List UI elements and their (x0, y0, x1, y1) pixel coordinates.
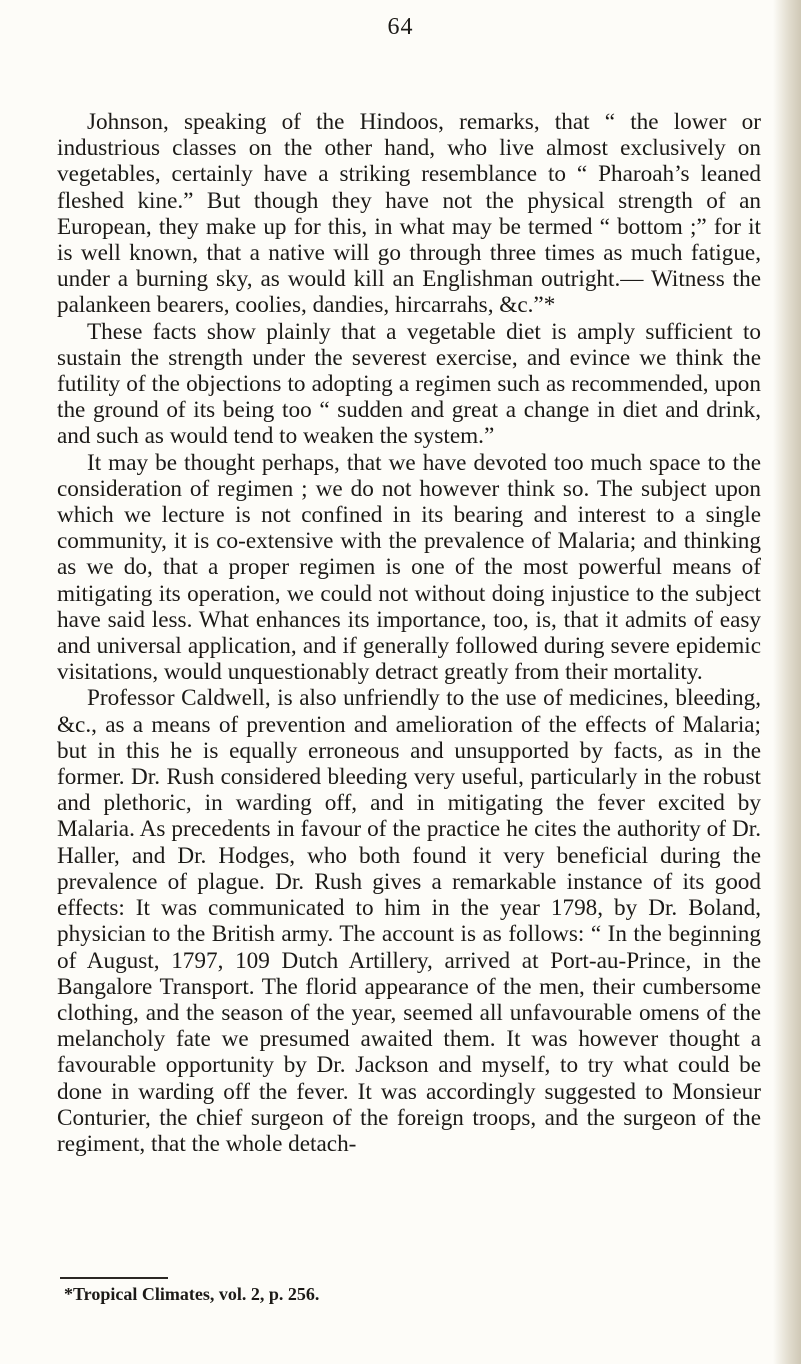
paragraph-caldwell-bleeding: Professor Caldwell, is also unfriendly to the use of medicines, bleeding, &c., as a means of prevention and amelioration of the effects of Malaria; but in this he is equally erroneous and unsupported by facts, as in the former. Dr. Rush considered bleeding very useful, particularly in the robust and plethoric, in warding off, and in mitigating the fever excited by Malaria. As precedents in favour of the practice he cites the authority of Dr. Haller, and Dr. Hodges, who both found it very beneficial during the prevalence of plague. Dr. Rush gives a remarkable instance of its good effects: It was communicated to him in the year 1798, by Dr. Boland, physician to the British army. The account is as follows: “ In the beginning of August, 1797, 109 Dutch Artillery, arrived at Port-au-Prince, in the Bangalore Transport. The florid appearance of the men, their cumbersome clothing, and the season of the year, seemed all unfavourable omens of the melancholy fate we presumed awaited them. It was however thought a favourable opportunity by Dr. Jackson and myself, to try what could be done in warding off the fever. It was accordingly suggested to Monsieur Conturier, the chief surgeon of the foreign troops, and the surgeon of the regiment, that the whole detach- (57, 685, 761, 1157)
paragraph-vegetable-diet: These facts show plainly that a vegetable diet is amply sufficient to sustain the strength under the severest exercise, and evince we think the futility of the objections to adopting a regimen such as recommended, upon the ground of its being too “ sudden and great a change in diet and drink, and such as would tend to weaken the system.” (57, 318, 761, 450)
page-number: 64 (387, 14, 414, 40)
footnote-divider (60, 1277, 168, 1279)
paragraph-johnson-quote: Johnson, speaking of the Hindoos, remarks, that “ the lower or industrious classes on the other hand, who live almost exclusively on vegetables, certainly have a striking resemblance to “ Pharoah’s leaned fleshed kine.” But though they have not the physical strength of an European, they make up for this, in what may be termed “ bottom ;” for it is well known, that a native will go through three times as much fatigue, under a burning sky, as would kill an Englishman outright.— Witness the palankeen bearers, coolies, dandies, hircarrahs, &c.”* (57, 109, 761, 319)
body-text (57, 109, 761, 1157)
page-edge-shadow (773, 0, 801, 1364)
footnote: *Tropical Climates, vol. 2, p. 256. (64, 1284, 320, 1304)
paragraph-regimen: It may be thought perhaps, that we have devoted too much space to the consideration of regimen ; we do not however think so. The subject upon which we lecture is not confined in its bearing and interest to a single community, it is co-extensive with the prevalence of Malaria; and thinking as we do, that a proper regimen is one of the most powerful means of mitigating its operation, we could not without doing injustice to the subject have said less. What enhances its importance, too, is, that it admits of easy and universal application, and if generally followed during severe epidemic visitations, would unquestionably detract greatly from their mortality. (57, 449, 761, 686)
